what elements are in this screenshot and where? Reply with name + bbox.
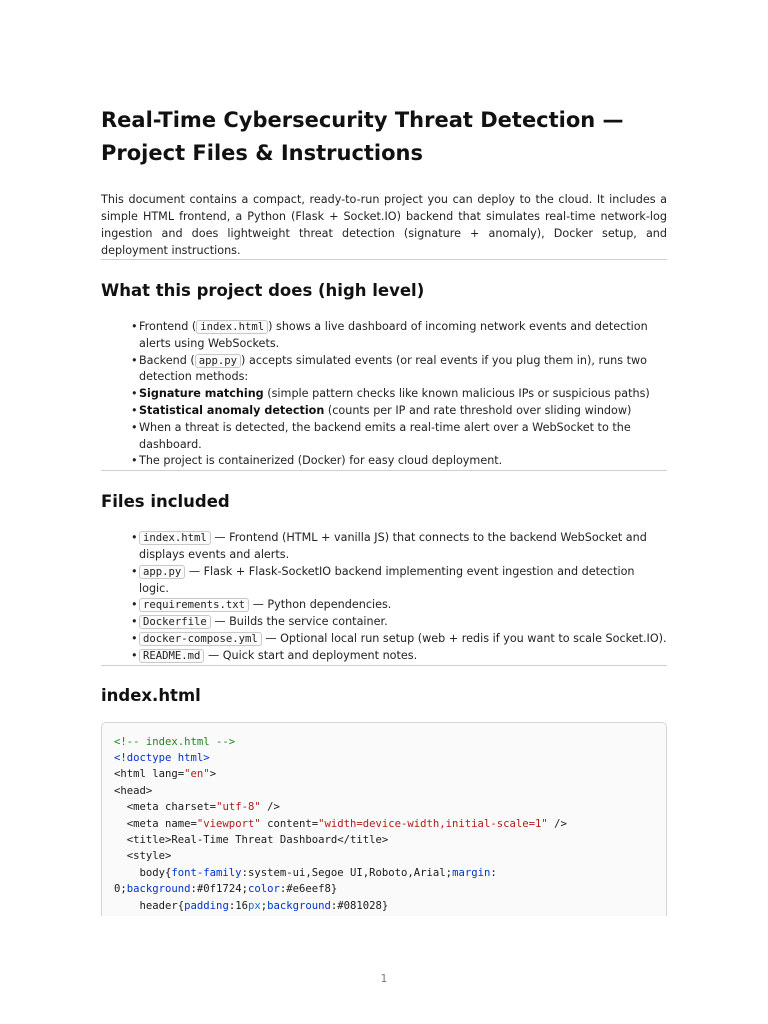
bullet-icon: •: [131, 648, 138, 662]
title-line-1: Real-Time Cybersecurity Threat Detection —: [101, 108, 624, 132]
bullet-icon: •: [131, 598, 138, 612]
section-divider: [101, 665, 667, 666]
code-property: background: [126, 883, 191, 896]
code-token: :system-ui,Segoe UI,Roboto,Arial;: [241, 866, 453, 879]
list-item-bold: Signature matching: [139, 387, 264, 401]
code-line: [114, 865, 654, 881]
list-item-text: ) accepts simulated events (or real events if you plug them in), runs two detection methods:: [139, 353, 648, 384]
code-unit: px: [247, 899, 261, 912]
code-token: body{: [114, 866, 172, 879]
code-line: [114, 766, 654, 782]
bullet-icon: •: [131, 353, 138, 367]
document-title: [101, 104, 667, 170]
section-divider: [101, 470, 667, 471]
code-line: <!doctype html>: [114, 751, 210, 764]
list-item: [131, 631, 667, 648]
inline-code: README.md: [139, 649, 204, 663]
code-token: :#e6eef8}: [279, 883, 338, 896]
code-line: <head>: [114, 784, 153, 797]
inline-code: docker-compose.yml: [139, 632, 262, 646]
inline-code: Dockerfile: [139, 615, 211, 629]
list-item-text: — Flask + Flask-SocketIO backend implementing event ingestion and detection logic.: [139, 564, 635, 595]
code-token: content=: [260, 817, 319, 830]
code-property: font-family: [171, 866, 242, 879]
list-item: [131, 386, 667, 403]
list-item-text: ) shows a live dashboard of incoming network events and detection alerts using WebSockets.: [139, 320, 648, 350]
list-item-text: — Quick start and deployment notes.: [204, 648, 418, 662]
what-list: [101, 319, 667, 470]
section-divider: [101, 259, 667, 260]
code-property: padding: [184, 899, 229, 912]
inline-code: requirements.txt: [139, 598, 249, 612]
index-heading: index.html: [101, 685, 201, 705]
list-item-text: — Optional local run setup (web + redis if you want to scale Socket.IO).: [261, 631, 667, 645]
code-token: :#0f1724;: [190, 883, 248, 896]
bullet-icon: •: [131, 631, 138, 645]
code-token: />: [547, 817, 567, 830]
code-line: [114, 799, 654, 815]
code-token: <meta name=: [114, 817, 197, 830]
bullet-icon: •: [131, 387, 138, 401]
code-property: margin: [452, 866, 491, 879]
code-line: [114, 816, 654, 832]
list-item: [131, 530, 667, 564]
code-token: <html lang=: [114, 768, 185, 781]
list-item-text: — Python dependencies.: [249, 598, 392, 612]
inline-code: index.html: [196, 320, 268, 334]
list-item: [131, 453, 667, 470]
code-token: header{: [114, 899, 185, 912]
bullet-icon: •: [131, 615, 138, 629]
code-string: "utf-8": [216, 801, 261, 814]
code-line: [114, 881, 654, 897]
intro-paragraph: This document contains a compact, ready-to-run project you can deploy to the cloud. It includes a simple HTML frontend, a Python (Flask + Socket.IO) backend that simulates real-time network-log ingestion and does lightweight threat detection (signature + anomaly), Docker setup, and deployment instructions.: [101, 193, 667, 257]
list-item: [131, 648, 667, 665]
bullet-icon: •: [131, 564, 138, 578]
files-list: [101, 530, 667, 664]
code-property: color: [247, 883, 280, 896]
title-line-2: Project Files & Instructions: [101, 141, 424, 165]
document-content: [101, 104, 667, 916]
list-item: [131, 403, 667, 420]
list-item-text: When a threat is detected, the backend emits a real-time alert over a WebSocket to the dashboard.: [139, 420, 631, 451]
code-token: :#081028}: [330, 899, 389, 912]
code-token: <meta charset=: [114, 801, 217, 814]
code-property: background: [267, 899, 331, 912]
list-item: [131, 597, 667, 614]
list-item-text: — Builds the service container.: [210, 615, 388, 629]
list-item-text: Frontend (: [139, 320, 197, 333]
code-string: "width=device-width,initial-scale=1": [318, 817, 548, 830]
list-item-text: — Frontend (HTML + vanilla JS) that connects to the backend WebSocket and displays events and alerts.: [139, 531, 647, 561]
code-token: ;: [260, 899, 268, 912]
list-item-bold: Statistical anomaly detection: [139, 403, 325, 417]
list-item-text: (counts per IP and rate threshold over sliding window): [324, 403, 632, 417]
list-item: [131, 353, 667, 387]
code-line: <style>: [114, 850, 172, 863]
list-item-text: Backend (: [139, 353, 195, 367]
code-string: "en": [184, 768, 210, 781]
bullet-icon: •: [131, 454, 138, 468]
inline-code: app.py: [139, 565, 185, 579]
bullet-icon: •: [131, 403, 138, 417]
code-string: "viewport": [196, 817, 261, 830]
list-item: [131, 564, 667, 598]
list-item: [131, 319, 667, 353]
code-line: <!-- index.html -->: [114, 735, 236, 748]
bullet-icon: •: [131, 420, 138, 434]
bullet-icon: •: [131, 320, 138, 333]
page-number: 1: [380, 973, 388, 985]
list-item-text: The project is containerized (Docker) for easy cloud deployment.: [139, 454, 503, 468]
inline-code: index.html: [139, 531, 211, 545]
code-line: [114, 898, 654, 914]
code-token: />: [260, 801, 280, 814]
files-heading: Files included: [101, 492, 230, 512]
code-token: :16: [228, 899, 248, 912]
code-token: 0;: [114, 883, 127, 896]
code-token: >: [209, 768, 217, 781]
bullet-icon: •: [131, 531, 138, 545]
list-item: [131, 614, 667, 631]
code-block: [101, 722, 667, 916]
inline-code: app.py: [195, 354, 241, 368]
what-heading: What this project does (high level): [101, 281, 425, 300]
code-token: :: [490, 866, 497, 879]
list-item: [131, 420, 667, 454]
code-line: <title>Real-Time Threat Dashboard</title>: [114, 833, 389, 846]
list-item-text: (simple pattern checks like known malicious IPs or suspicious paths): [263, 387, 650, 401]
